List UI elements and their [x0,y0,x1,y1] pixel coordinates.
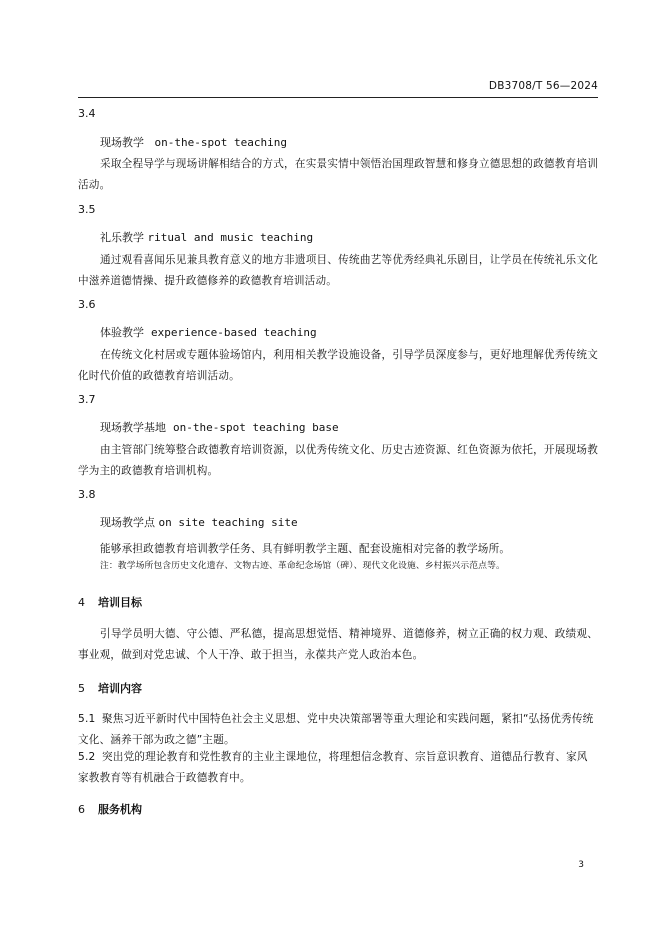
term-definition: 通过观看喜闻乐见兼具教育意义的地方非遗项目、传统曲艺等优秀经典礼乐剧目，让学员在传统礼乐文化中滋养道德情操、提升政德修养的政德教育培训活动。 [78,254,598,287]
section-number: 3.4 [78,107,96,120]
section-number: 3.5 [78,203,96,216]
chapter-number: 6 [78,803,85,816]
chapter-heading [78,801,598,817]
term-en: ritual and music teaching [147,231,314,244]
chapter-body: 引导学员明大德、守公德、严私德，提高思想觉悟、精神境界、道德修养，树立正确的权力观、政绩观、事业观，做到对党忠诚、个人干净、敢于担当，永葆共产党人政治本色。 [78,628,598,661]
term-definition: 采取全程导学与现场讲解相结合的方式，在实景实情中领悟治国理政智慧和修身立德思想的政德教育培训活动。 [78,158,598,191]
chapter-heading [78,594,598,610]
chapter-number: 5 [78,682,85,695]
note: 注：教学场所包含历史文化遗存、文物古迹、革命纪念场馆（碑）、现代文化设施、乡村振兴示范点等。 [100,561,505,571]
term-heading [100,324,620,340]
section-number: 3.7 [78,393,96,406]
standard-code: DB3708/T 56—2024 [488,80,598,92]
page-number: 3 [578,860,584,870]
header-rule [78,97,598,98]
term-cn: 现场教学点 [100,516,155,529]
item-number: 5.2 [78,751,96,763]
chapter-title: 服务机构 [98,803,142,816]
term-definition: 能够承担政德教育培训教学任务、具有鲜明教学主题、配套设施相对完备的教学场所。 [100,543,511,555]
term-en: on-the-spot teaching base [173,421,339,434]
section-number: 3.6 [78,298,96,311]
item-text: 突出党的理论教育和党性教育的主业主课地位，将理想信念教育、宗旨意识教育、道德品行教育、家风家教教育等有机融合于政德教育中。 [78,751,588,784]
chapter-title: 培训内容 [98,682,142,695]
term-cn: 现场教学 [100,136,144,149]
item-number: 5.1 [78,713,96,725]
term-cn: 礼乐教学 [100,231,144,244]
term-en: on-the-spot teaching [154,136,287,149]
chapter-number: 4 [78,596,85,609]
section-number: 3.8 [78,488,96,501]
term-en: experience-based teaching [151,326,317,339]
term-definition: 在传统文化村居或专题体验场馆内，利用相关教学设施设备，引导学员深度参与，更好地理解优秀传统文化时代价值的政德教育培训活动。 [78,349,598,382]
term-heading [100,134,620,150]
term-definition: 由主管部门统筹整合政德教育培训资源，以优秀传统文化、历史古迹资源、红色资源为依托，开展现场教学为主的政德教育培训机构。 [78,444,598,477]
term-heading [100,229,620,245]
chapter-title: 培训目标 [98,596,142,609]
term-heading [100,419,620,435]
term-heading [100,514,620,530]
list-item [78,747,598,789]
list-item [78,709,598,751]
term-cn: 体验教学 [100,326,144,339]
term-cn: 现场教学基地 [100,421,166,434]
term-en: on site teaching site [158,516,298,529]
item-text: 聚焦习近平新时代中国特色社会主义思想、党中央决策部署等重大理论和实践问题，紧扣“弘扬优秀传统文化、涵养干部为政之德”主题。 [78,713,594,746]
chapter-heading [78,680,598,696]
